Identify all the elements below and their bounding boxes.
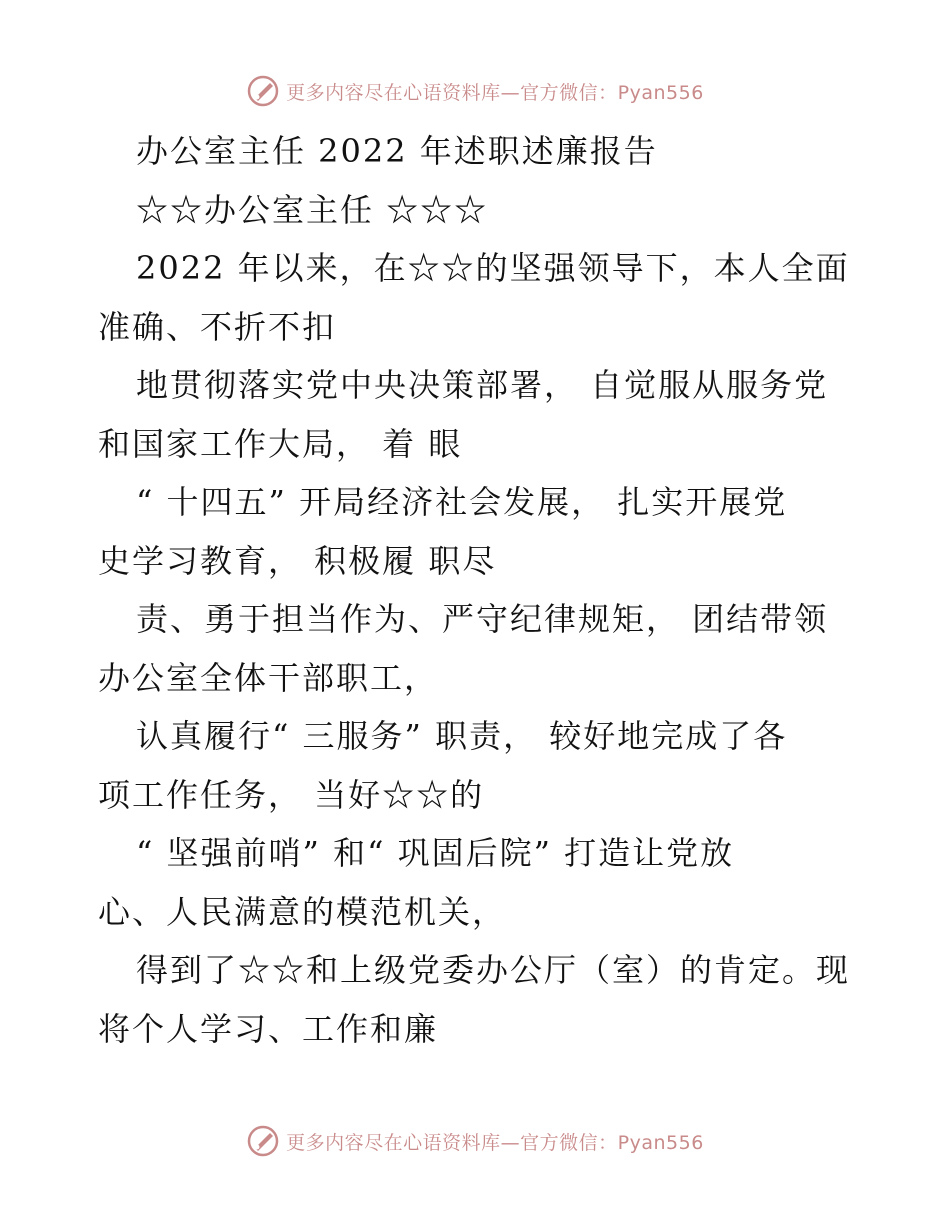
paragraph-line: 认真履行“ 三服务” 职责， 较好地完成了各 xyxy=(136,717,788,755)
brand-logo-icon xyxy=(246,1124,280,1158)
paragraph-line: 史学习教育， 积极履 职尽 xyxy=(98,541,497,580)
document-title: 办公室主任 2022 年述职述廉报告 xyxy=(136,132,658,170)
paragraph-line: 心、人民满意的模范机关， xyxy=(98,892,507,931)
paragraph-line: 办公室全体干部职工， xyxy=(98,658,439,697)
header-watermark xyxy=(0,71,950,111)
paragraph-line: “ 坚强前哨” 和“ 巩固后院” 打造让党放 xyxy=(136,834,735,872)
paragraph-line: 将个人学习、工作和廉 xyxy=(98,1009,439,1048)
footer-watermark xyxy=(0,1121,950,1161)
document-body xyxy=(98,122,858,1058)
paragraph-line: 和国家工作大局， 着 眼 xyxy=(98,424,463,463)
brand-logo-icon xyxy=(246,74,280,108)
paragraph-line: 得到了☆☆和上级党委办公厅（室）的肯定。现 xyxy=(136,951,851,989)
paragraph-line: 准确、不折不扣 xyxy=(98,307,337,346)
paragraph-line: 地贯彻落实党中央决策部署， 自觉服从服务党 xyxy=(136,366,829,404)
watermark-text: 更多内容尽在心语资料库—官方微信：Pyan556 xyxy=(286,1131,704,1154)
paragraph-line: 2022 年以来，在☆☆的坚强领导下，本人全面 xyxy=(136,249,850,287)
paragraph-line: 责、勇于担当作为、严守纪律规矩， 团结带领 xyxy=(136,600,829,638)
author-line: ☆☆办公室主任 ☆☆☆ xyxy=(136,190,489,229)
paragraph-line: 项工作任务， 当好☆☆的 xyxy=(98,775,485,814)
paragraph-line: “ 十四五” 开局经济社会发展， 扎实开展党 xyxy=(136,483,788,521)
watermark-text: 更多内容尽在心语资料库—官方微信：Pyan556 xyxy=(286,81,704,104)
